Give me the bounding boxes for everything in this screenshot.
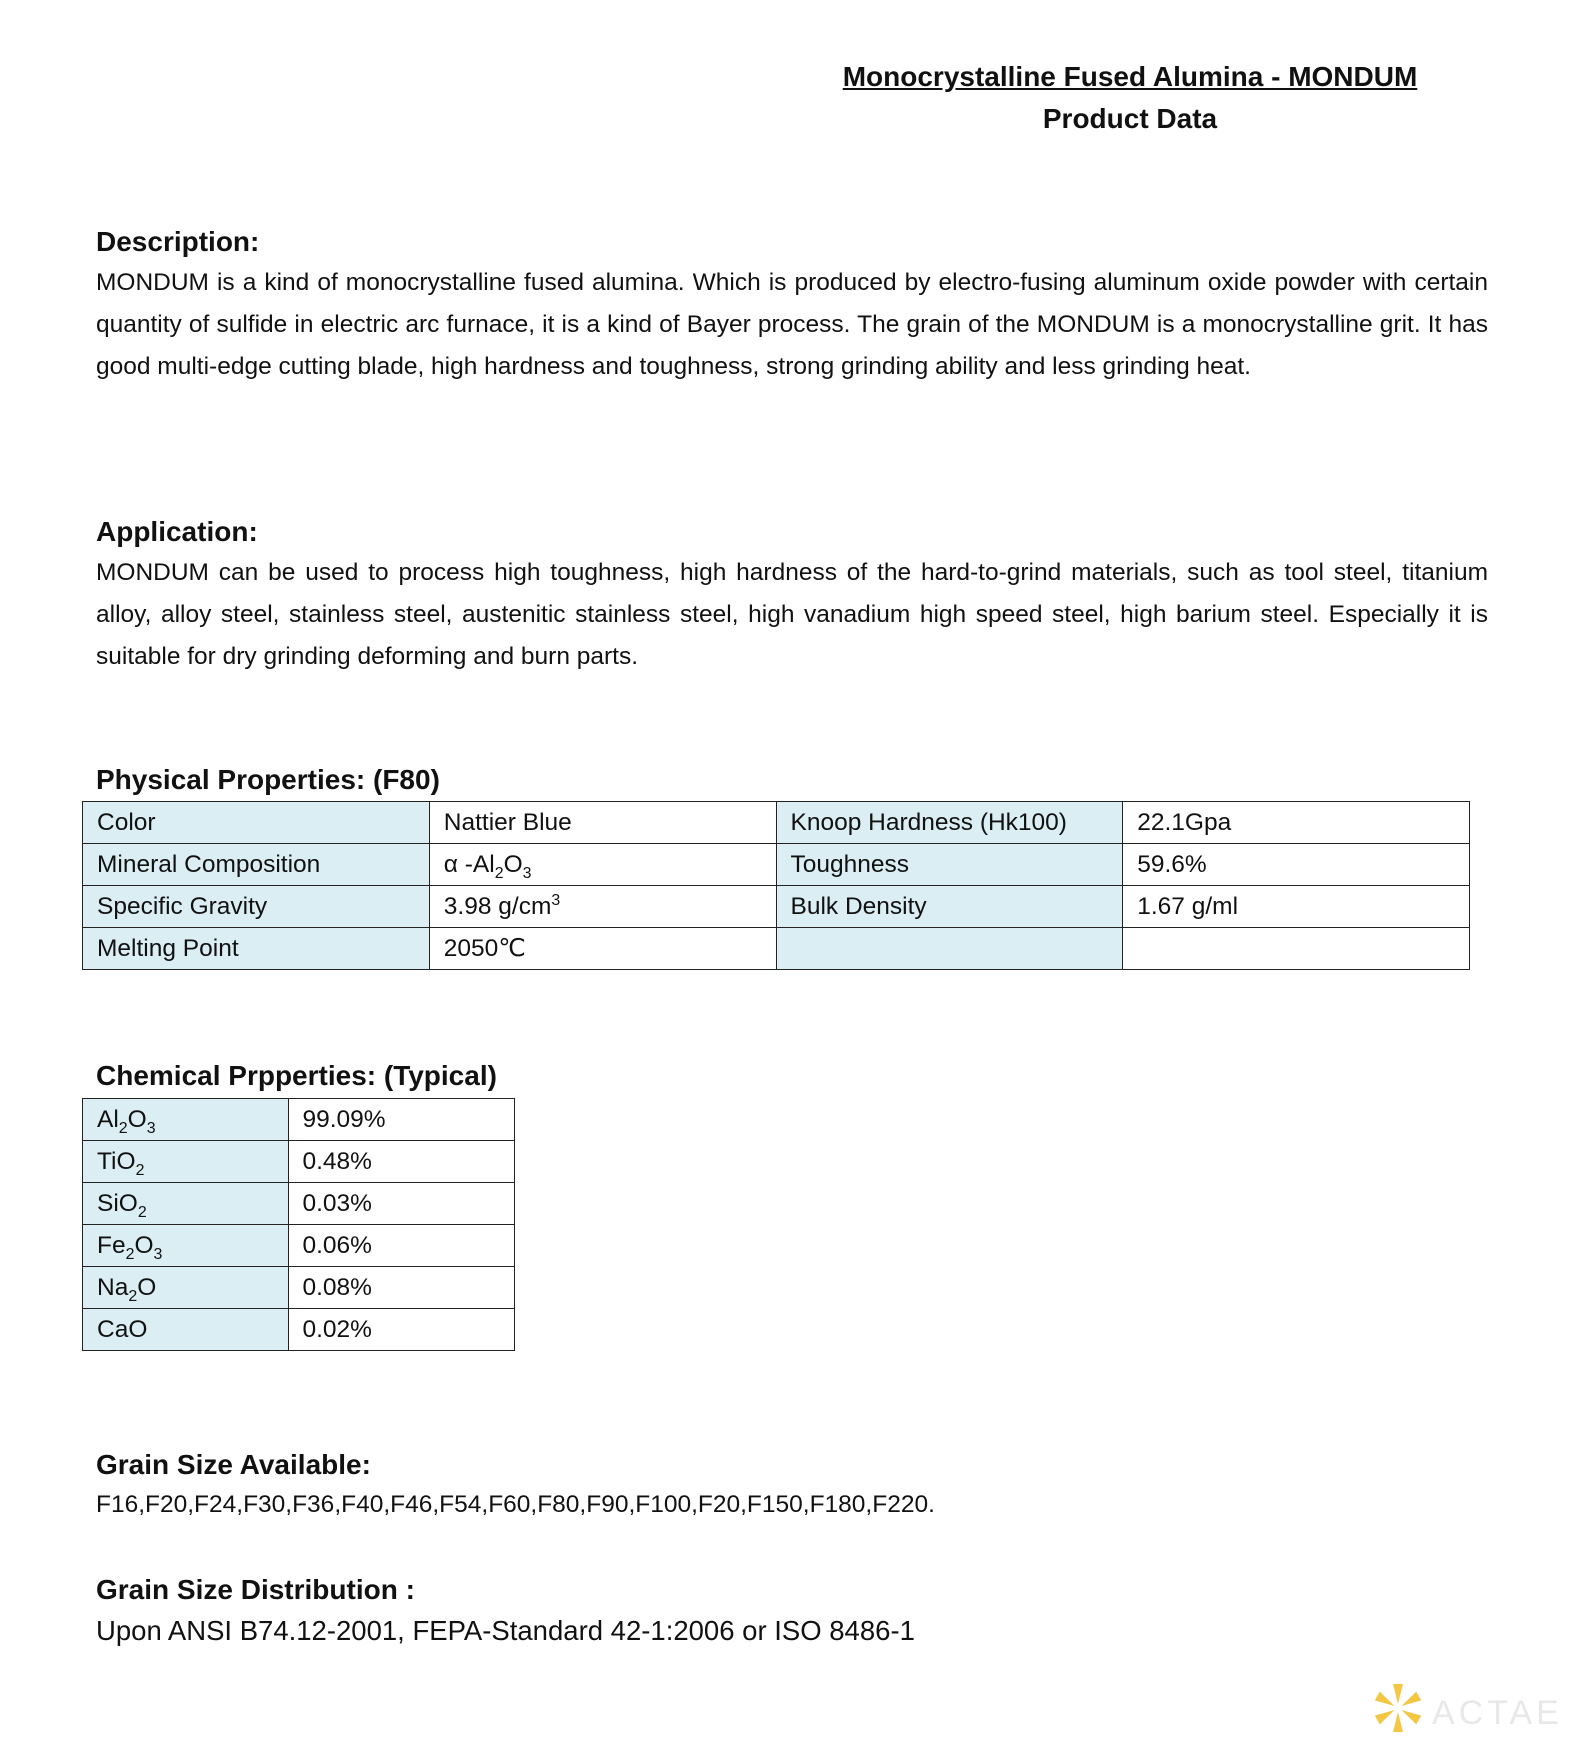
chemical-section (96, 1056, 1496, 1096)
compound-value: 0.03% (288, 1183, 515, 1225)
property-name: Knoop Hardness (Hk100) (776, 802, 1123, 844)
grain-size-heading: Grain Size Available: (96, 1449, 371, 1480)
chemical-properties-table (82, 1098, 515, 1351)
distribution-text: Upon ANSI B74.12-2001, FEPA-Standard 42-1:2006 or ISO 8486-1 (96, 1615, 915, 1646)
compound-value: 0.48% (288, 1141, 515, 1183)
physical-heading: Physical Properties: (F80) (96, 764, 440, 795)
page-subtitle: Product Data (1042, 103, 1218, 134)
compound-value: 0.02% (288, 1309, 515, 1351)
property-value: 1.67 g/ml (1123, 886, 1470, 928)
chemical-heading: Chemical Prpperties: (Typical) (96, 1060, 497, 1091)
description-section (96, 222, 1488, 388)
property-name: Specific Gravity (83, 886, 430, 928)
application-section (96, 512, 1488, 678)
table-row (83, 802, 1470, 844)
table-row (83, 1099, 515, 1141)
compound-name: $Na_2O$ (83, 1267, 289, 1309)
property-name: Mineral Composition (83, 844, 430, 886)
description-heading: Description: (96, 226, 260, 257)
property-value: 3.98 $g/cm^3$ (429, 886, 776, 928)
table-row (83, 928, 1470, 970)
table-row (83, 886, 1470, 928)
property-value: α $-Al_2O_3$ (429, 844, 776, 886)
table-row (83, 1225, 515, 1267)
compound-value: 99.09% (288, 1099, 515, 1141)
page-title-block (820, 58, 1440, 138)
table-row (83, 1267, 515, 1309)
compound-name: TiO$_2$ (83, 1141, 289, 1183)
property-value: Nattier Blue (429, 802, 776, 844)
property-name: Toughness (776, 844, 1123, 886)
physical-properties-table (82, 801, 1470, 970)
flower-logo-icon (1370, 1680, 1580, 1735)
grain-size-section (96, 1445, 1496, 1525)
application-text: MONDUM can be used to process high toughness, high hardness of the hard-to-grind materials, such as tool steel, titanium alloy, alloy steel, stainless steel, austenitic stainless steel, high vanadium high speed steel, high barium steel. Especially it is suitable for dry grinding deforming and burn parts. (96, 559, 1488, 670)
page-title: Monocrystalline Fused Alumina - MONDUM (842, 61, 1418, 92)
table-row (83, 844, 1470, 886)
property-name: Melting Point (83, 928, 430, 970)
property-value: 2050℃ (429, 928, 776, 970)
property-value (1123, 928, 1470, 970)
compound-name: CaO (83, 1309, 289, 1351)
compound-name: SiO$_2$ (83, 1183, 289, 1225)
application-heading: Application: (96, 516, 258, 547)
property-name: Bulk Density (776, 886, 1123, 928)
compound-value: 0.06% (288, 1225, 515, 1267)
compound-name: $Fe_2O_3$ (83, 1225, 289, 1267)
property-name (776, 928, 1123, 970)
property-value: 22.1Gpa (1123, 802, 1470, 844)
table-row (83, 1183, 515, 1225)
grain-size-list: F16,F20,F24,F30,F36,F40,F46,F54,F60,F80,F90,F100,F20,F150,F180,F220. (96, 1491, 935, 1518)
distribution-section (96, 1570, 1496, 1652)
table-row (83, 1309, 515, 1351)
watermark-text: ACTAE (1432, 1694, 1563, 1732)
property-value: 59.6% (1123, 844, 1470, 886)
compound-name: $Al_2O_3$ (83, 1099, 289, 1141)
watermark-logo (1370, 1680, 1580, 1735)
physical-section (96, 760, 1496, 800)
property-name: Color (83, 802, 430, 844)
description-text: MONDUM is a kind of monocrystalline fused alumina. Which is produced by electro-fusing aluminum oxide powder with certain quantity of sulfide in electric arc furnace, it is a kind of Bayer process. The grain of the MONDUM is a monocrystalline grit. It has good multi-edge cutting blade, high hardness and toughness, strong grinding ability and less grinding heat. (96, 269, 1488, 380)
table-row (83, 1141, 515, 1183)
distribution-heading: Grain Size Distribution : (96, 1574, 415, 1605)
compound-value: 0.08% (288, 1267, 515, 1309)
